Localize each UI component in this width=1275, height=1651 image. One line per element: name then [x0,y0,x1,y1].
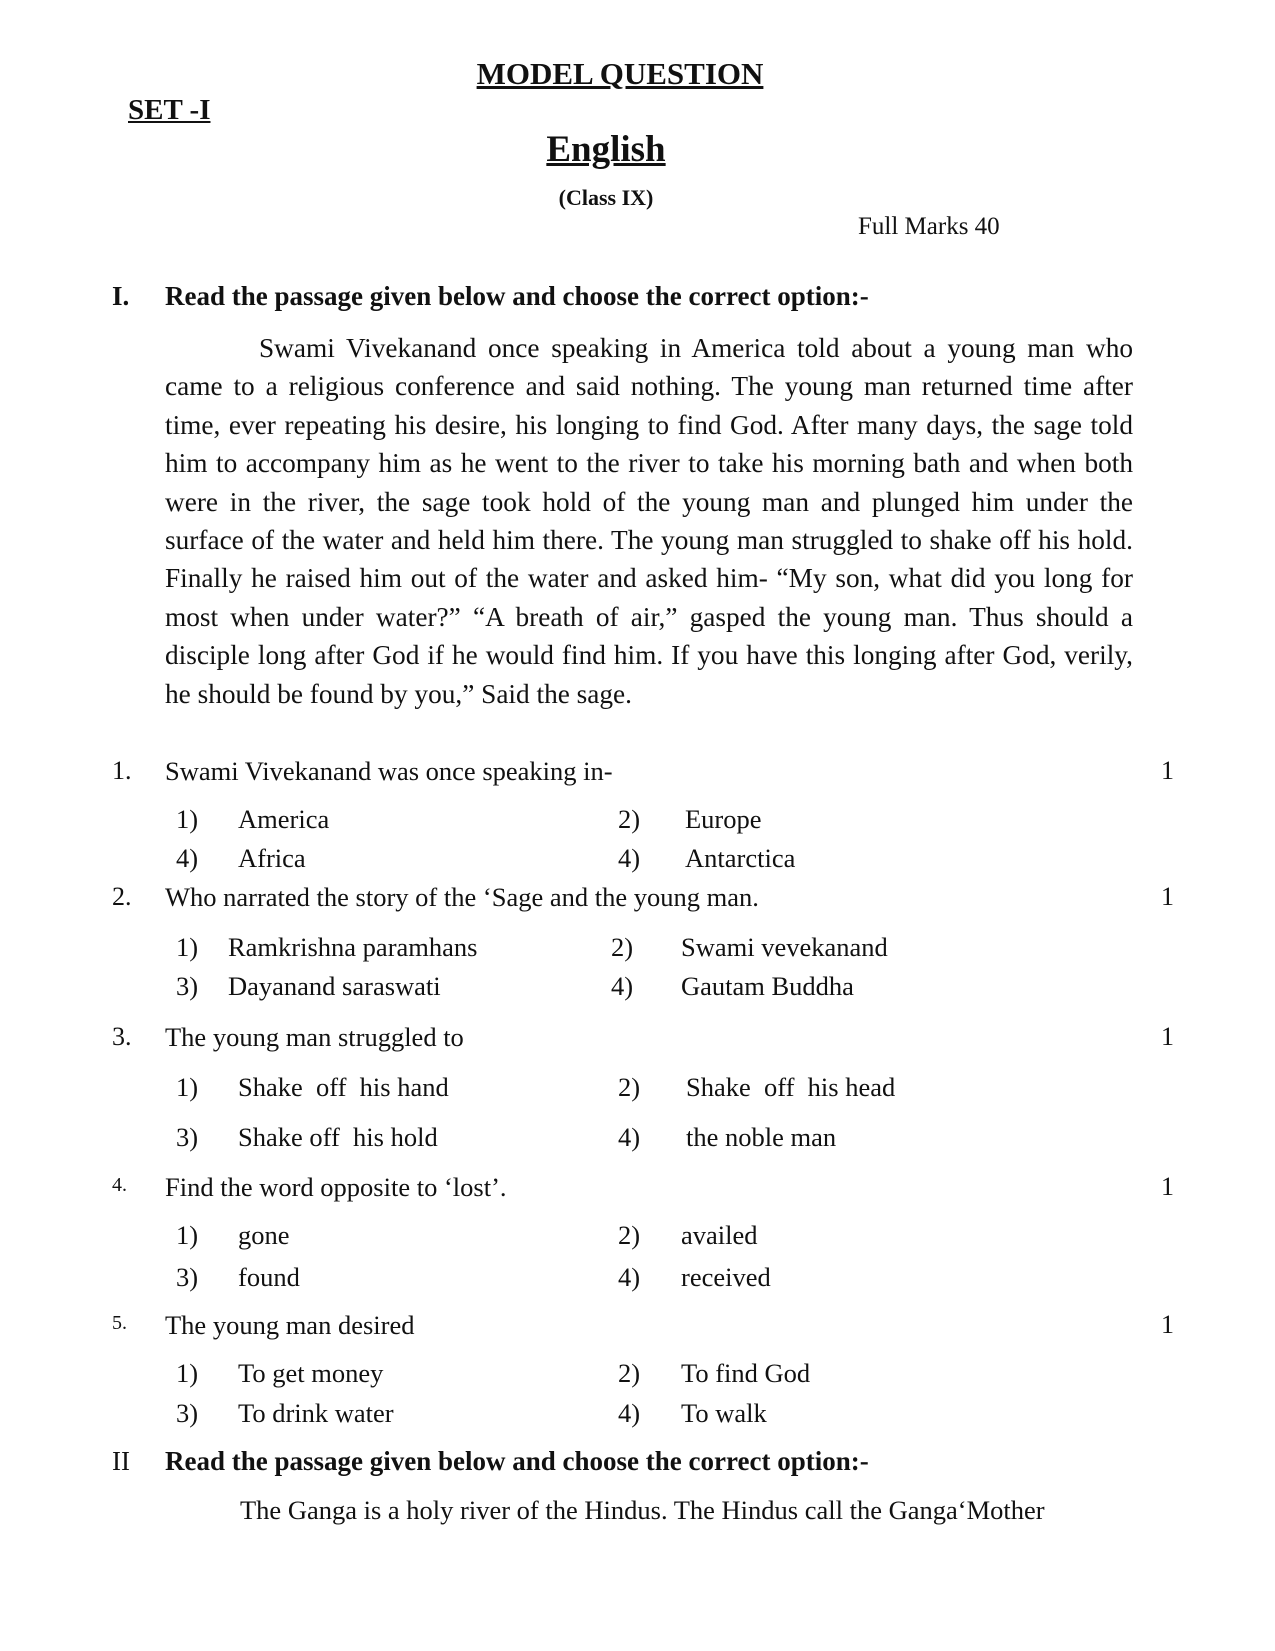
subject-title: English [546,129,666,170]
q2-option-4-num: 4) [611,971,634,1001]
q5-option-2-text: To find God [681,1358,811,1388]
q3-option-4-text: the noble man [686,1122,837,1152]
q4-option-3-text: found [238,1262,300,1292]
q2-option-3-num: 3) [176,971,199,1001]
question-4-marks: 1 [1161,1172,1174,1201]
q1-option-3-text: Africa [238,843,306,873]
section-2-number: II [112,1446,130,1476]
section-1-passage [165,329,1133,713]
q3-option-1-text: Shake off his hand [238,1072,449,1102]
question-2-text: Who narrated the story of the ‘Sage and the young man. [165,882,759,912]
q4-option-2-num: 2) [618,1220,641,1250]
section-2-heading: Read the passage given below and choose the correct option:- [165,1446,869,1476]
q3-option-1-num: 1) [176,1072,199,1102]
question-5-number: 5. [112,1312,127,1334]
page-title: MODEL QUESTION [476,56,764,91]
question-2-number: 2. [112,882,132,911]
q5-option-4-num: 4) [618,1398,641,1428]
q5-option-4-text: To walk [681,1398,767,1428]
q5-option-3-num: 3) [176,1398,199,1428]
q1-option-4-text: Antarctica [685,843,796,873]
question-5-marks: 1 [1161,1310,1174,1339]
q3-option-3-text: Shake off his hold [238,1122,438,1152]
q1-option-1-num: 1) [176,804,199,834]
question-1-text: Swami Vivekanand was once speaking in- [165,756,613,786]
question-5-text: The young man desired [165,1310,415,1340]
q4-option-1-num: 1) [176,1220,199,1250]
question-3-number: 3. [112,1022,132,1051]
q5-option-1-num: 1) [176,1358,199,1388]
q2-option-4-text: Gautam Buddha [681,971,854,1001]
question-3-marks: 1 [1161,1022,1174,1051]
q4-option-3-num: 3) [176,1262,199,1292]
set-label: SET -I [128,94,211,126]
q1-option-1-text: America [238,804,330,834]
q1-option-2-text: Europe [685,804,762,834]
q3-option-2-num: 2) [618,1072,641,1102]
q3-option-4-num: 4) [618,1122,641,1152]
q2-option-1-text: Ramkrishna paramhans [228,932,478,962]
q4-option-2-text: availed [681,1220,758,1250]
q1-option-2-num: 2) [618,804,641,834]
section-1-number: I. [112,281,130,311]
q1-option-4-num: 4) [618,843,641,873]
q4-option-4-num: 4) [618,1262,641,1292]
question-1-number: 1. [112,756,132,785]
class-label: (Class IX) [558,185,654,210]
question-1-marks: 1 [1161,756,1174,785]
question-4-text: Find the word opposite to ‘lost’. [165,1172,507,1202]
full-marks: Full Marks 40 [858,213,1000,240]
q2-option-2-num: 2) [611,932,634,962]
question-3-text: The young man struggled to [165,1022,464,1052]
q4-option-1-text: gone [238,1220,290,1250]
q4-option-4-text: received [681,1262,771,1292]
q5-option-2-num: 2) [618,1358,641,1388]
q2-option-1-num: 1) [176,932,199,962]
q1-option-3-num: 4) [176,843,199,873]
question-2-marks: 1 [1161,882,1174,911]
q5-option-3-text: To drink water [238,1398,394,1428]
q3-option-2-text: Shake off his head [686,1072,896,1102]
passage-text: Swami Vivekanand once speaking in America told about a young man who came to a religious conference and said nothing. The young man returned time after time, ever repeating his desire, his longing to find God. After many days, the sage told him to accompany him as he went to the river to take his morning bath and when both were in the river, the sage took hold of the young man and plunged him under the surface of the water and held him there. The young man struggled to shake off his hold. Finally he raised him out of the water and asked him- “My son, what did you long for most when under water?” “A breath of air,” gasped the young man. Thus should a disciple long after God if he would find him. If you have this longing after God, verily, he should be found by you,” Said the sage. [165,333,1133,709]
section-2-passage: The Ganga is a holy river of the Hindus. The Hindus call the Ganga‘Mother [240,1495,1045,1525]
q2-option-2-text: Swami vevekanand [681,932,888,962]
q5-option-1-text: To get money [238,1358,384,1388]
question-4-number: 4. [112,1174,127,1196]
q3-option-3-num: 3) [176,1122,199,1152]
q2-option-3-text: Dayanand saraswati [228,971,441,1001]
section-1-heading: Read the passage given below and choose the correct option:- [165,281,869,311]
